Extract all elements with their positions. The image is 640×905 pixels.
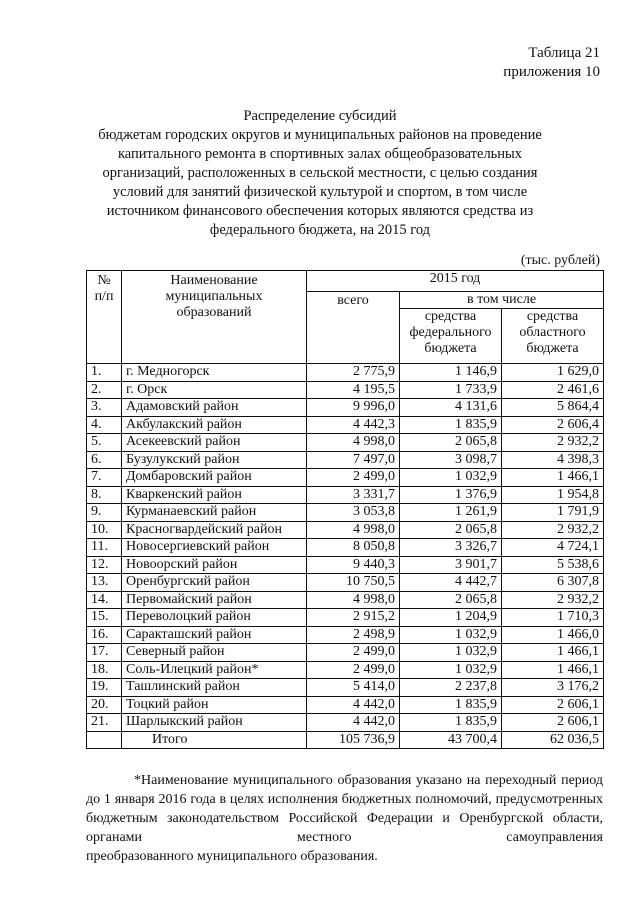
table-row <box>87 574 604 592</box>
row-municipality: Тоцкий район <box>122 696 307 714</box>
row-number: 19. <box>87 679 122 697</box>
row-total: 4 442,0 <box>307 714 400 732</box>
row-federal: 1 835,9 <box>400 416 502 434</box>
footnote-text-end: преобразованного муниципального образования. <box>86 849 378 864</box>
header-year: 2015 год <box>307 271 604 292</box>
row-regional: 1 466,1 <box>502 661 604 679</box>
title-line: капитального ремонта в спортивных залах общеобразовательных <box>117 146 523 162</box>
row-federal: 1 261,9 <box>400 504 502 522</box>
table-caption <box>503 44 600 82</box>
row-municipality: Саракташский район <box>122 626 307 644</box>
row-federal: 1 146,9 <box>400 364 502 382</box>
row-regional: 6 307,8 <box>502 574 604 592</box>
row-municipality: Адамовский район <box>122 399 307 417</box>
row-federal: 2 237,8 <box>400 679 502 697</box>
row-federal: 3 098,7 <box>400 451 502 469</box>
row-number: 12. <box>87 556 122 574</box>
row-regional: 1 710,3 <box>502 609 604 627</box>
row-federal: 1 835,9 <box>400 714 502 732</box>
table-row <box>87 416 604 434</box>
row-number: 4. <box>87 416 122 434</box>
row-number: 20. <box>87 696 122 714</box>
row-total: 2 499,0 <box>307 469 400 487</box>
row-number: 11. <box>87 539 122 557</box>
table-row <box>87 626 604 644</box>
row-total: 9 440,3 <box>307 556 400 574</box>
header-total: всего <box>307 292 400 364</box>
row-municipality: Курманаевский район <box>122 504 307 522</box>
row-municipality: Оренбургский район <box>122 574 307 592</box>
row-number: 13. <box>87 574 122 592</box>
total-label: Итого <box>122 731 307 749</box>
row-number: 10. <box>87 521 122 539</box>
row-regional: 1 791,9 <box>502 504 604 522</box>
footnote-text: *Наименование муниципального образования указано на переходный период до 1 января 2016 года в целях исполнения бюджетных полномочий, предусмотренных бюджетным законодательством Российской Федерации и Оренбургской области, органами местного самоуправления <box>86 773 603 845</box>
row-municipality: Шарлыкский район <box>122 714 307 732</box>
row-federal: 1 204,9 <box>400 609 502 627</box>
row-regional: 1 629,0 <box>502 364 604 382</box>
table-row <box>87 696 604 714</box>
title-line: условий для занятий физической культурой и спортом, в том числе <box>112 184 528 200</box>
table-row <box>87 591 604 609</box>
row-federal: 3 326,7 <box>400 539 502 557</box>
table-row <box>87 434 604 452</box>
row-federal: 1 032,9 <box>400 661 502 679</box>
table-row <box>87 469 604 487</box>
row-total: 4 998,0 <box>307 521 400 539</box>
header-number: № п/п <box>87 271 122 364</box>
row-total: 8 050,8 <box>307 539 400 557</box>
row-number: 8. <box>87 486 122 504</box>
row-total: 10 750,5 <box>307 574 400 592</box>
row-municipality: г. Орск <box>122 381 307 399</box>
row-federal: 1 032,9 <box>400 644 502 662</box>
row-regional: 5 864,4 <box>502 399 604 417</box>
row-total: 7 497,0 <box>307 451 400 469</box>
caption-appendix: приложения 10 <box>503 64 600 80</box>
row-municipality: Переволоцкий район <box>122 609 307 627</box>
footnote <box>86 771 603 866</box>
row-regional: 2 932,2 <box>502 434 604 452</box>
row-total: 3 331,7 <box>307 486 400 504</box>
row-regional: 4 398,3 <box>502 451 604 469</box>
table-row <box>87 451 604 469</box>
row-federal: 2 065,8 <box>400 434 502 452</box>
table-row <box>87 381 604 399</box>
caption-table-number: Таблица 21 <box>528 45 600 61</box>
row-regional: 1 466,1 <box>502 469 604 487</box>
row-total: 2 775,9 <box>307 364 400 382</box>
row-regional: 2 606,1 <box>502 714 604 732</box>
table-row <box>87 556 604 574</box>
row-municipality: Ташлинский район <box>122 679 307 697</box>
row-municipality: Новоорский район <box>122 556 307 574</box>
row-municipality: Домбаровский район <box>122 469 307 487</box>
row-number: 6. <box>87 451 122 469</box>
total-row-blank <box>87 731 122 749</box>
row-regional: 1 466,0 <box>502 626 604 644</box>
row-municipality: Асекеевский район <box>122 434 307 452</box>
title-line: организаций, расположенных в сельской местности, с целью создания <box>102 165 538 181</box>
row-federal: 2 065,8 <box>400 521 502 539</box>
row-regional: 3 176,2 <box>502 679 604 697</box>
row-number: 1. <box>87 364 122 382</box>
table-row <box>87 486 604 504</box>
row-number: 16. <box>87 626 122 644</box>
table-row <box>87 399 604 417</box>
row-municipality: Красногвардейский район <box>122 521 307 539</box>
table-body <box>87 364 604 749</box>
row-federal: 4 442,7 <box>400 574 502 592</box>
row-municipality: Акбулакский район <box>122 416 307 434</box>
title-line: бюджетам городских округов и муниципальных районов на проведение <box>98 127 542 143</box>
total-row <box>87 731 604 749</box>
row-total: 2 499,0 <box>307 661 400 679</box>
row-municipality: Первомайский район <box>122 591 307 609</box>
subsidy-table <box>86 270 604 749</box>
table-row <box>87 364 604 382</box>
row-number: 15. <box>87 609 122 627</box>
table-row <box>87 679 604 697</box>
row-total: 4 998,0 <box>307 434 400 452</box>
row-municipality: г. Медногорск <box>122 364 307 382</box>
row-municipality: Бузулукский район <box>122 451 307 469</box>
row-total: 4 442,0 <box>307 696 400 714</box>
total-all: 105 736,9 <box>307 731 400 749</box>
row-municipality: Северный район <box>122 644 307 662</box>
row-total: 4 195,5 <box>307 381 400 399</box>
row-total: 4 998,0 <box>307 591 400 609</box>
row-total: 9 996,0 <box>307 399 400 417</box>
header-name: Наименование муниципальных образований <box>122 271 307 364</box>
row-total: 2 498,9 <box>307 626 400 644</box>
row-federal: 1 835,9 <box>400 696 502 714</box>
row-total: 2 915,2 <box>307 609 400 627</box>
row-municipality: Соль-Илецкий район* <box>122 661 307 679</box>
table-row <box>87 644 604 662</box>
row-regional: 1 466,1 <box>502 644 604 662</box>
row-federal: 4 131,6 <box>400 399 502 417</box>
row-number: 7. <box>87 469 122 487</box>
header-regional: средства областного бюджета <box>502 309 604 364</box>
row-number: 14. <box>87 591 122 609</box>
row-federal: 1 032,9 <box>400 626 502 644</box>
row-regional: 2 606,4 <box>502 416 604 434</box>
header-including: в том числе <box>400 292 604 309</box>
row-number: 17. <box>87 644 122 662</box>
table-row <box>87 714 604 732</box>
row-number: 21. <box>87 714 122 732</box>
row-number: 9. <box>87 504 122 522</box>
document-title <box>70 107 570 240</box>
row-municipality: Новосергиевский район <box>122 539 307 557</box>
row-federal: 3 901,7 <box>400 556 502 574</box>
row-federal: 1 032,9 <box>400 469 502 487</box>
table-row <box>87 661 604 679</box>
row-federal: 1 733,9 <box>400 381 502 399</box>
row-regional: 2 461,6 <box>502 381 604 399</box>
title-line: Распределение субсидий <box>243 108 397 124</box>
row-number: 2. <box>87 381 122 399</box>
title-line: источником финансового обеспечения которых являются средства из <box>106 203 534 219</box>
table-row <box>87 609 604 627</box>
row-federal: 2 065,8 <box>400 591 502 609</box>
total-regional: 62 036,5 <box>502 731 604 749</box>
table-row <box>87 539 604 557</box>
row-regional: 4 724,1 <box>502 539 604 557</box>
table-row <box>87 504 604 522</box>
row-municipality: Кваркенский район <box>122 486 307 504</box>
table-row <box>87 521 604 539</box>
row-number: 5. <box>87 434 122 452</box>
row-regional: 2 932,2 <box>502 521 604 539</box>
row-total: 5 414,0 <box>307 679 400 697</box>
row-regional: 1 954,8 <box>502 486 604 504</box>
row-total: 3 053,8 <box>307 504 400 522</box>
row-regional: 2 932,2 <box>502 591 604 609</box>
total-federal: 43 700,4 <box>400 731 502 749</box>
row-number: 18. <box>87 661 122 679</box>
unit-note: (тыс. рублей) <box>520 253 600 268</box>
row-total: 2 499,0 <box>307 644 400 662</box>
row-regional: 2 606,1 <box>502 696 604 714</box>
header-federal: средства федерального бюджета <box>400 309 502 364</box>
row-federal: 1 376,9 <box>400 486 502 504</box>
row-total: 4 442,3 <box>307 416 400 434</box>
title-line: федерального бюджета, на 2015 год <box>209 222 431 238</box>
row-number: 3. <box>87 399 122 417</box>
row-regional: 5 538,6 <box>502 556 604 574</box>
